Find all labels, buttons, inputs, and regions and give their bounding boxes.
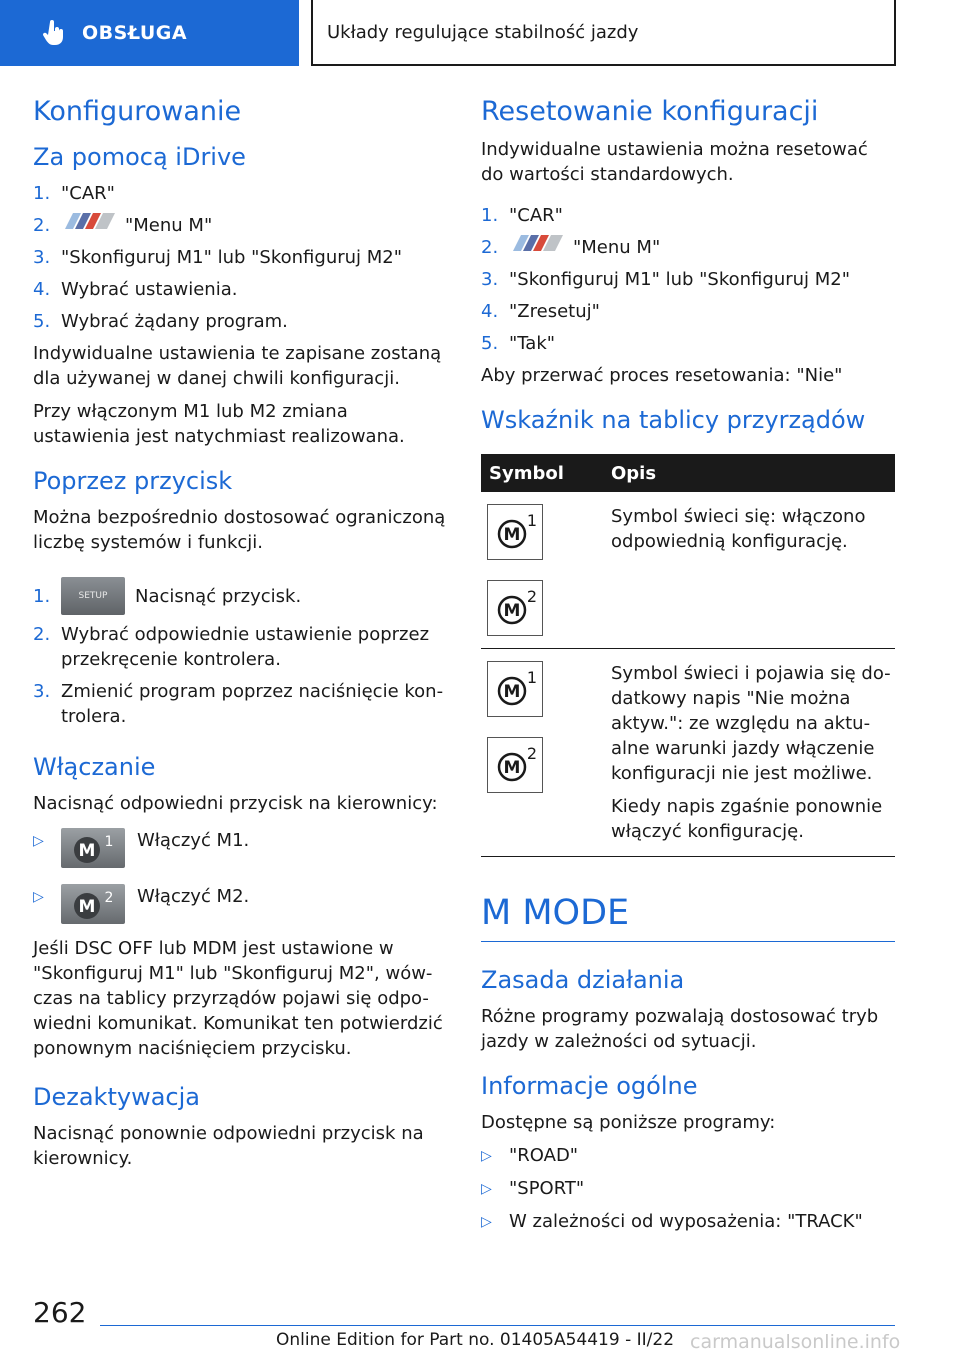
list-item: 1. "CAR" (481, 205, 563, 226)
svg-text:M: M (78, 897, 96, 917)
konfig-heading: Konfigurowanie (33, 96, 242, 127)
table-row (481, 492, 895, 649)
list-item: ▷ M 1 Włączyć M1. (33, 828, 446, 868)
m-stripes-icon (61, 213, 115, 229)
list-item: 4. "Zresetuj" (481, 301, 600, 322)
wskaznik-heading: Wskaźnik na tablicy przyrządów (481, 406, 866, 434)
chapter-header (311, 0, 896, 66)
paragraph: Można bezpośrednio dostosować ograniczoną liczbę systemów i funkcji. (33, 507, 446, 553)
idrive-steps (33, 181, 446, 334)
wlacz-heading: Włączanie (33, 753, 156, 781)
svg-text:M: M (503, 525, 521, 545)
right-column (481, 96, 895, 1242)
svg-text:M: M (503, 601, 521, 621)
table-cell (603, 649, 895, 857)
list-item: 1. SETUP Nacisnąć przycisk. (33, 577, 446, 615)
col-header-opis: Opis (603, 454, 895, 492)
section-tab (0, 0, 299, 66)
zasada-heading: Zasada działania (481, 966, 685, 994)
paragraph: Dostępne są poniższe programy: (481, 1112, 776, 1133)
svg-text:1: 1 (526, 668, 538, 687)
list-item: 2. Wybrać odpowiednie ustawienie poprzez przekręcenie kontrolera. (33, 624, 430, 670)
dezakt-heading: Dezaktywacja (33, 1083, 200, 1111)
list-item: 2. "Menu M" (481, 237, 661, 258)
col-header-symbol: Symbol (481, 454, 603, 492)
list-item: 5. Wybrać żądany program. (33, 311, 288, 332)
svg-text:M: M (503, 758, 521, 778)
list-item: 1. "CAR" (33, 183, 115, 204)
svg-text:2: 2 (104, 890, 114, 906)
symbol-table (481, 454, 895, 857)
list-item: ▷ "SPORT" (481, 1178, 585, 1199)
paragraph: Indywidualne ustawienia można resetować do wartości standardowych. (481, 139, 868, 185)
paragraph: Różne programy pozwalają dostosować tryb jazdy w zależności od sytuacji. (481, 1006, 879, 1052)
cell-text: Kiedy napis zgaśnie ponownie włączyć konfigurację. (611, 796, 883, 842)
table-row (481, 649, 895, 857)
m1-symbol-icon (487, 661, 543, 717)
hand-pointer-icon (42, 20, 66, 46)
programs-list (481, 1143, 895, 1235)
paragraph: Nacisnąć ponownie odpowiedni przycisk na kierownicy. (33, 1123, 424, 1169)
mmode-heading: M MODE (481, 893, 895, 942)
reset-heading: Resetowanie konfiguracji (481, 96, 819, 127)
m-stripes-icon (509, 235, 563, 251)
m2-button-icon (61, 884, 125, 924)
svg-text:2: 2 (526, 744, 538, 763)
m1-symbol-icon (487, 504, 543, 560)
info-heading: Informacje ogólne (481, 1072, 698, 1100)
list-item: ▷ W zależności od wyposażenia: "TRACK" (481, 1211, 863, 1232)
paragraph: Aby przerwać proces resetowania: "Nie" (481, 365, 843, 386)
idrive-heading: Za pomocą iDrive (33, 143, 246, 171)
setup-button-icon: SETUP (61, 577, 125, 615)
m2-symbol-icon (487, 737, 543, 793)
footer-divider (100, 1325, 895, 1326)
list-item: ▷ "ROAD" (481, 1145, 579, 1166)
list-item: 4. Wybrać ustawienia. (33, 279, 238, 300)
m2-symbol-icon (487, 580, 543, 636)
footer-edition: Online Edition for Part no. 01405A54419 - II/22 (276, 1330, 675, 1350)
left-column (33, 96, 446, 1179)
cell-text: Symbol świeci i pojawia się do-datkowy napis "Nie można aktyw.": ze względu na aktu-alne warunki jazdy włączenie konfiguracji nie jest możliwe. (611, 663, 891, 784)
list-item: 5. "Tak" (481, 333, 556, 354)
list-item: ▷ M 2 Włączyć M2. (33, 884, 446, 924)
paragraph: Indywidualne ustawienia te zapisane zostaną dla używanej w danej chwili konfiguracji. (33, 343, 442, 389)
list-item: 3. "Skonfiguruj M1" lub "Skonfiguruj M2" (481, 269, 851, 290)
list-item: 2. "Menu M" (33, 215, 213, 236)
section-title: OBSŁUGA (82, 22, 188, 44)
wlacz-list (33, 828, 446, 924)
svg-text:1: 1 (526, 511, 538, 530)
reset-steps (481, 203, 895, 356)
svg-text:M: M (78, 841, 96, 861)
paragraph: Przy włączonym M1 lub M2 zmiana ustawienia jest natychmiast realizowana. (33, 401, 405, 447)
svg-text:2: 2 (526, 587, 538, 606)
chapter-title: Układy regulujące stabilność jazdy (327, 21, 639, 43)
paragraph: Jeśli DSC OFF lub MDM jest ustawione w "Skonfiguruj M1" lub "Skonfiguruj M2", wów-czas na tablicy przyrządów pojawi się odpo-wiedni komunikat. Komunikat ten potwierdzić ponownym naciśnięciem przycisku. (33, 938, 443, 1059)
watermark: carmanualsonline.info (690, 1331, 901, 1353)
button-steps (33, 577, 446, 729)
paragraph: Nacisnąć odpowiedni przycisk na kierownicy: (33, 793, 438, 814)
m1-button-icon (61, 828, 125, 868)
list-item: 3. Zmienić program poprzez naciśnięcie kon-trolera. (33, 681, 444, 727)
svg-text:M: M (503, 682, 521, 702)
button-heading: Poprzez przycisk (33, 467, 233, 495)
table-cell: Symbol świeci się: włączono odpowiednią konfigurację. (603, 492, 895, 649)
table-header-row (481, 454, 895, 492)
page-number: 262 (33, 1296, 87, 1329)
svg-text:1: 1 (104, 834, 114, 850)
list-item: 3. "Skonfiguruj M1" lub "Skonfiguruj M2" (33, 247, 403, 268)
